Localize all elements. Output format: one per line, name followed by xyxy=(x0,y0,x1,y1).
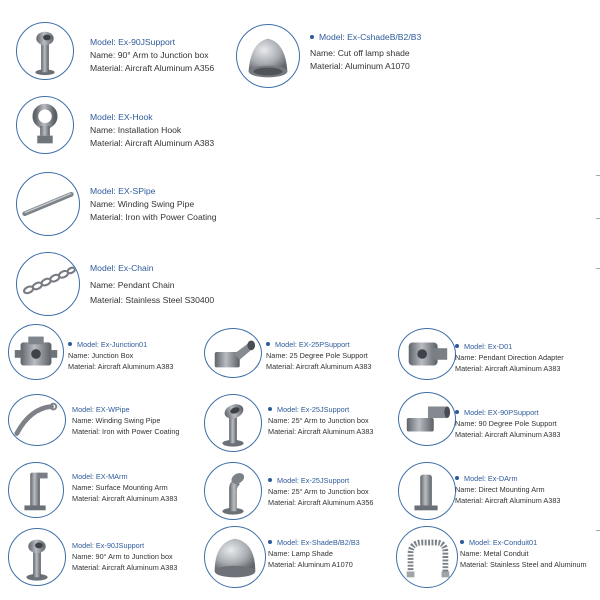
product-model: Model: Ex-Conduit01 xyxy=(460,537,587,548)
product-model: Model: EX-25PSupport xyxy=(266,339,371,350)
hook-icon xyxy=(16,96,74,154)
edge-mark xyxy=(596,530,600,531)
edge-mark xyxy=(596,175,600,176)
chain-icon xyxy=(16,252,80,316)
junction-box-icon xyxy=(8,324,64,380)
product-model: Model: Ex-DArm xyxy=(455,473,560,484)
product-name: Name: 90° Arm to Junction box xyxy=(90,50,209,60)
product-name: Name: Surface Mounting Arm xyxy=(72,483,168,492)
product-material: Material: Aircraft Aluminum A383 xyxy=(455,430,561,439)
product-model: Model: Ex-90JSupport xyxy=(90,37,176,47)
product-model: Model: Ex-Chain xyxy=(90,263,154,273)
product-name: Name: 25° Arm to Junction box xyxy=(268,416,369,425)
edge-mark xyxy=(596,268,600,269)
direction-adapter-icon xyxy=(398,328,456,380)
product-name: Name: Cut off lamp shade xyxy=(310,48,410,58)
product-material: Material: Aircraft Aluminum A383 xyxy=(72,563,178,572)
direct-arm-icon xyxy=(398,462,456,520)
product-name: Name: 90° Arm to Junction box xyxy=(72,552,173,561)
curved-pipe-icon xyxy=(8,394,66,446)
product-name: Name: Pendant Direction Adapter xyxy=(455,353,564,362)
product-name: Name: Winding Swing Pipe xyxy=(90,199,195,209)
product-model: Model: Ex-ShadeB/B2/B3 xyxy=(268,537,360,548)
product-material: Material: Aircraft Aluminum A356 xyxy=(90,63,215,73)
product-model: Model: EX-SPipe xyxy=(90,186,156,196)
product-name: Name: 25 Degree Pole Support xyxy=(266,351,368,360)
product-model: Model: EX-90PSupport xyxy=(455,407,560,418)
product-name: Name: Winding Swing Pipe xyxy=(72,416,161,425)
product-name: Name: Junction Box xyxy=(68,351,134,360)
product-model: Model: Ex-Junction01 xyxy=(68,339,173,350)
product-model: Model: Ex-CshadeB/B2/B3 xyxy=(310,31,421,44)
product-name: Name: 25° Arm to Junction box xyxy=(268,487,369,496)
lamp-shade-icon xyxy=(204,526,266,588)
product-model: Model: EX-MArm xyxy=(72,472,128,481)
arm-support-icon xyxy=(8,528,66,586)
arm-junction-icon xyxy=(204,394,262,452)
pipe-icon xyxy=(16,172,80,236)
conduit-icon xyxy=(396,526,458,588)
product-material: Material: Aircraft Aluminum A383 xyxy=(455,496,561,505)
product-model: Model: EX-WPipe xyxy=(72,405,130,414)
product-material: Material: Aluminum A1070 xyxy=(268,560,353,569)
product-material: Material: Aircraft Aluminum A383 xyxy=(268,427,374,436)
product-material: Material: Aircraft Aluminum A383 xyxy=(72,494,178,503)
arm-junction-icon xyxy=(204,462,262,520)
product-material: Material: Iron with Power Coating xyxy=(72,427,180,436)
edge-mark xyxy=(596,218,600,219)
cutoff-lamp-shade-icon xyxy=(236,24,300,88)
pole-support-90-icon xyxy=(398,392,456,446)
product-model: Model: Ex-90JSupport xyxy=(72,541,145,550)
product-name: Name: Lamp Shade xyxy=(268,549,333,558)
product-material: Material: Aircraft Aluminum A383 xyxy=(266,362,372,371)
product-name: Name: Pendant Chain xyxy=(90,280,175,290)
mounting-arm-icon xyxy=(8,462,64,518)
product-material: Material: Iron with Power Coating xyxy=(90,212,217,222)
product-model: Model: Ex-25JSupport xyxy=(268,404,373,415)
product-material: Material: Aircraft Aluminum A383 xyxy=(68,362,174,371)
product-name: Name: Metal Conduit xyxy=(460,549,529,558)
product-material: Material: Stainless Steel S30400 xyxy=(90,295,215,305)
product-material: Material: Aluminum A1070 xyxy=(310,61,410,71)
product-name: Name: Installation Hook xyxy=(90,125,182,135)
product-name: Name: Direct Mounting Arm xyxy=(455,485,545,494)
arm-support-icon xyxy=(16,22,74,80)
pole-support-icon xyxy=(204,328,262,378)
product-model: Model: Ex-25JSupport xyxy=(268,475,373,486)
product-material: Material: Stainless Steel and Aluminum xyxy=(460,560,587,569)
product-material: Material: Aircraft Aluminum A356 xyxy=(268,498,374,507)
product-model: Model: Ex-D01 xyxy=(455,341,564,352)
product-model: Model: EX-Hook xyxy=(90,112,153,122)
product-name: Name: 90 Degree Pole Support xyxy=(455,419,557,428)
product-material: Material: Aircraft Aluminum A383 xyxy=(90,138,215,148)
product-material: Material: Aircraft Aluminum A383 xyxy=(455,364,561,373)
